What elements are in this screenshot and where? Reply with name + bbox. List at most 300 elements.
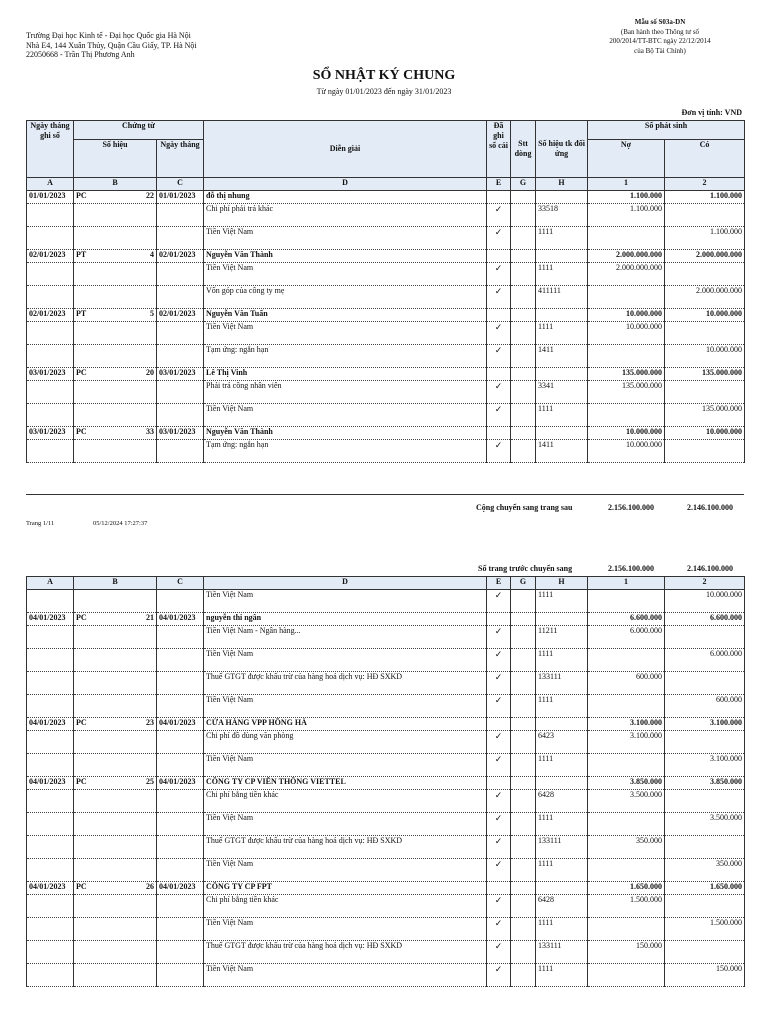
debit-amount xyxy=(588,227,665,250)
journal-entry-line-row xyxy=(27,964,745,987)
entry-description: Tiền Việt Nam xyxy=(204,918,487,941)
debit-amount: 10.000.000 xyxy=(588,440,665,463)
posted-check-icon: ✓ xyxy=(487,204,511,227)
voucher-number xyxy=(74,918,157,941)
document-title: SỔ NHẬT KÝ CHUNG xyxy=(312,68,456,83)
voucher-date xyxy=(157,649,204,672)
contra-account: 1411 xyxy=(536,345,588,368)
voucher-no: 20 xyxy=(146,368,154,377)
voucher-no: 26 xyxy=(146,882,154,891)
journal-entry-line-row xyxy=(27,813,745,836)
voucher-date: 04/01/2023 xyxy=(157,613,204,626)
voucher-number xyxy=(74,345,157,368)
voucher-date xyxy=(157,404,204,427)
entry-date xyxy=(27,404,74,427)
voucher-no: 33 xyxy=(146,427,154,436)
entry-description: Phải trả công nhân viên xyxy=(204,381,487,404)
line-number xyxy=(511,626,536,649)
debit-amount: 3.500.000 xyxy=(588,790,665,813)
journal-entry-line-row xyxy=(27,204,745,227)
carry-forward-credit: 2.146.100.000 xyxy=(687,503,733,512)
debit-amount xyxy=(588,813,665,836)
voucher-date xyxy=(157,964,204,987)
voucher-no: 5 xyxy=(150,309,154,318)
posted-check-icon: ✓ xyxy=(487,404,511,427)
journal-entry-line-row xyxy=(27,263,745,286)
voucher-number xyxy=(74,754,157,777)
line-number xyxy=(511,649,536,672)
entry-date xyxy=(27,695,74,718)
line-number xyxy=(511,964,536,987)
voucher-type: PT xyxy=(76,250,87,259)
voucher-date: 03/01/2023 xyxy=(157,368,204,381)
journal-entry-line-row xyxy=(27,227,745,250)
contra-account: 33518 xyxy=(536,204,588,227)
letter-h: H xyxy=(536,577,588,590)
voucher-no: 23 xyxy=(146,718,154,727)
credit-amount xyxy=(665,204,745,227)
letter-h: H xyxy=(536,178,588,191)
line-number xyxy=(511,777,536,790)
credit-amount xyxy=(665,381,745,404)
debit-amount: 10.000.000 xyxy=(588,309,665,322)
entry-date xyxy=(27,859,74,882)
journal-entry-line-row xyxy=(27,672,745,695)
contra-account: 1111 xyxy=(536,263,588,286)
credit-amount: 135.000.000 xyxy=(665,368,745,381)
voucher-number xyxy=(74,204,157,227)
posted-check-icon: ✓ xyxy=(487,322,511,345)
voucher-number xyxy=(74,964,157,987)
voucher-number xyxy=(74,381,157,404)
column-letters-row xyxy=(27,577,745,590)
voucher-number xyxy=(74,613,157,626)
debit-amount: 10.000.000 xyxy=(588,322,665,345)
entry-date xyxy=(27,649,74,672)
debit-amount: 3.100.000 xyxy=(588,731,665,754)
contra-account: 1111 xyxy=(536,695,588,718)
contra-account xyxy=(536,309,588,322)
carry-forward-debit: 2.156.100.000 xyxy=(608,503,654,512)
entry-date xyxy=(27,286,74,309)
col-voucher-no-header: Số hiệu xyxy=(74,140,157,178)
voucher-number xyxy=(74,191,157,204)
contra-account: 6428 xyxy=(536,790,588,813)
voucher-number xyxy=(74,777,157,790)
voucher-date xyxy=(157,918,204,941)
form-line: của Bộ Tài Chính) xyxy=(634,46,686,55)
voucher-date xyxy=(157,381,204,404)
voucher-number xyxy=(74,404,157,427)
contra-account: 11211 xyxy=(536,626,588,649)
voucher-date xyxy=(157,859,204,882)
entry-date xyxy=(27,754,74,777)
journal-entry-line-row xyxy=(27,404,745,427)
debit-amount: 1.100.000 xyxy=(588,191,665,204)
form-reference xyxy=(590,18,730,56)
voucher-date xyxy=(157,626,204,649)
contra-account: 1111 xyxy=(536,813,588,836)
voucher-number xyxy=(74,368,157,381)
voucher-date xyxy=(157,204,204,227)
line-number xyxy=(511,322,536,345)
voucher-date xyxy=(157,286,204,309)
credit-amount: 1.500.000 xyxy=(665,918,745,941)
entry-date xyxy=(27,941,74,964)
print-timestamp: 05/12/2024 17:27:37 xyxy=(93,520,148,527)
voucher-number xyxy=(74,859,157,882)
posted-check-icon xyxy=(487,777,511,790)
letter-d: D xyxy=(204,577,487,590)
entry-description: Tạm ứng: ngắn hạn xyxy=(204,440,487,463)
entry-date xyxy=(27,590,74,613)
entry-description: Tiền Việt Nam xyxy=(204,695,487,718)
posted-check-icon: ✓ xyxy=(487,895,511,918)
letter-g: G xyxy=(511,178,536,191)
journal-entry-line-row xyxy=(27,918,745,941)
contra-account xyxy=(536,427,588,440)
posted-check-icon: ✓ xyxy=(487,345,511,368)
posted-check-icon: ✓ xyxy=(487,754,511,777)
voucher-date xyxy=(157,322,204,345)
form-line: (Ban hành theo Thông tư số xyxy=(620,27,700,36)
entry-description: Thuế GTGT được khấu trừ của hàng hoá dịch vụ: HĐ SXKD xyxy=(204,836,487,859)
voucher-number xyxy=(74,718,157,731)
credit-amount: 3.850.000 xyxy=(665,777,745,790)
journal-entry-header-row xyxy=(27,427,745,440)
entry-description: Tiền Việt Nam xyxy=(204,859,487,882)
col-credit-header: Có xyxy=(665,140,745,178)
voucher-no: 4 xyxy=(150,250,154,259)
entry-description: CỬA HÀNG VPP HỒNG HÀ xyxy=(204,718,487,731)
voucher-number xyxy=(74,695,157,718)
col-debit-header: Nợ xyxy=(588,140,665,178)
voucher-number xyxy=(74,672,157,695)
credit-amount: 3.100.000 xyxy=(665,754,745,777)
journal-entry-header-row xyxy=(27,882,745,895)
credit-amount: 10.000.000 xyxy=(665,345,745,368)
line-number xyxy=(511,895,536,918)
contra-account xyxy=(536,613,588,626)
credit-amount: 6.600.000 xyxy=(665,613,745,626)
contra-account: 133111 xyxy=(536,941,588,964)
col-voucher-header: Chứng từ xyxy=(74,121,204,140)
journal-entry-line-row xyxy=(27,626,745,649)
debit-amount: 6.000.000 xyxy=(588,626,665,649)
voucher-number xyxy=(74,649,157,672)
credit-amount: 10.000.000 xyxy=(665,309,745,322)
debit-amount xyxy=(588,649,665,672)
posted-check-icon: ✓ xyxy=(487,626,511,649)
voucher-number xyxy=(74,882,157,895)
entry-description: Tiền Việt Nam xyxy=(204,322,487,345)
journal-entry-header-row xyxy=(27,191,745,204)
credit-amount: 1.650.000 xyxy=(665,882,745,895)
credit-amount xyxy=(665,731,745,754)
credit-amount: 1.100.000 xyxy=(665,191,745,204)
journal-entry-header-row xyxy=(27,250,745,263)
entry-date: 04/01/2023 xyxy=(27,613,74,626)
brought-forward-debit: 2.156.100.000 xyxy=(608,564,654,573)
letter-b: B xyxy=(74,577,157,590)
entry-description: Tiền Việt Nam xyxy=(204,649,487,672)
document-period: Từ ngày 01/01/2023 đến ngày 31/01/2023 xyxy=(316,87,452,96)
voucher-number xyxy=(74,250,157,263)
entry-description: CÔNG TY CP FPT xyxy=(204,882,487,895)
debit-amount: 600.000 xyxy=(588,672,665,695)
entry-description: Chi phí bằng tiền khác xyxy=(204,895,487,918)
col-date-header: Ngày tháng ghi sổ xyxy=(27,121,74,178)
voucher-date xyxy=(157,590,204,613)
posted-check-icon xyxy=(487,427,511,440)
voucher-date: 04/01/2023 xyxy=(157,718,204,731)
letter-1: 1 xyxy=(588,178,665,191)
letter-1: 1 xyxy=(588,577,665,590)
voucher-number xyxy=(74,286,157,309)
letter-c: C xyxy=(157,178,204,191)
line-number xyxy=(511,813,536,836)
voucher-type: PT xyxy=(76,309,87,318)
line-number xyxy=(511,368,536,381)
posted-check-icon: ✓ xyxy=(487,941,511,964)
debit-amount: 135.000.000 xyxy=(588,368,665,381)
entry-date xyxy=(27,204,74,227)
debit-amount: 6.600.000 xyxy=(588,613,665,626)
voucher-type: PC xyxy=(76,613,87,622)
org-line: Nhà E4, 144 Xuân Thủy, Quận Cầu Giấy, TP. Hà Nội xyxy=(26,40,197,50)
credit-amount xyxy=(665,672,745,695)
debit-amount: 1.500.000 xyxy=(588,895,665,918)
debit-amount xyxy=(588,590,665,613)
credit-amount: 600.000 xyxy=(665,695,745,718)
entry-date xyxy=(27,322,74,345)
line-number xyxy=(511,440,536,463)
entry-description: đỗ thị nhung xyxy=(204,191,487,204)
voucher-number xyxy=(74,590,157,613)
line-number xyxy=(511,859,536,882)
page-1-bottom-rule xyxy=(26,494,744,495)
debit-amount: 1.100.000 xyxy=(588,204,665,227)
debit-amount: 350.000 xyxy=(588,836,665,859)
line-number xyxy=(511,204,536,227)
voucher-number xyxy=(74,427,157,440)
entry-description: CÔNG TY CP VIỄN THÔNG VIETTEL xyxy=(204,777,487,790)
voucher-number xyxy=(74,309,157,322)
credit-amount xyxy=(665,836,745,859)
contra-account xyxy=(536,250,588,263)
posted-check-icon: ✓ xyxy=(487,263,511,286)
credit-amount: 10.000.000 xyxy=(665,427,745,440)
contra-account: 1111 xyxy=(536,590,588,613)
credit-amount xyxy=(665,895,745,918)
posted-check-icon xyxy=(487,191,511,204)
voucher-number xyxy=(74,813,157,836)
line-number xyxy=(511,613,536,626)
entry-date xyxy=(27,813,74,836)
contra-account: 1111 xyxy=(536,754,588,777)
line-number xyxy=(511,250,536,263)
voucher-number xyxy=(74,731,157,754)
line-number xyxy=(511,731,536,754)
debit-amount xyxy=(588,286,665,309)
org-line: 22050668 - Trần Thị Phương Anh xyxy=(26,50,135,59)
entry-date xyxy=(27,381,74,404)
voucher-number xyxy=(74,440,157,463)
entry-date: 04/01/2023 xyxy=(27,777,74,790)
voucher-type: PC xyxy=(76,777,87,786)
posted-check-icon: ✓ xyxy=(487,440,511,463)
contra-account: 1111 xyxy=(536,404,588,427)
entry-description: nguyễn thi ngân xyxy=(204,613,487,626)
voucher-date: 04/01/2023 xyxy=(157,882,204,895)
debit-amount: 3.100.000 xyxy=(588,718,665,731)
entry-description: Tiền Việt Nam xyxy=(204,404,487,427)
contra-account: 1111 xyxy=(536,649,588,672)
debit-amount: 1.650.000 xyxy=(588,882,665,895)
posted-check-icon xyxy=(487,309,511,322)
posted-check-icon: ✓ xyxy=(487,381,511,404)
voucher-date xyxy=(157,695,204,718)
voucher-date xyxy=(157,941,204,964)
entry-date xyxy=(27,345,74,368)
posted-check-icon: ✓ xyxy=(487,672,511,695)
org-line: Trường Đại học Kinh tế - Đại học Quốc gia Hà Nội xyxy=(26,31,191,40)
entry-description: Tiền Việt Nam xyxy=(204,590,487,613)
entry-description: Tiền Việt Nam xyxy=(204,964,487,987)
voucher-date xyxy=(157,895,204,918)
voucher-type: PC xyxy=(76,882,87,891)
contra-account xyxy=(536,368,588,381)
contra-account: 1111 xyxy=(536,227,588,250)
debit-amount xyxy=(588,695,665,718)
entry-description: Tiền Việt Nam xyxy=(204,754,487,777)
entry-description: Tạm ứng: ngắn hạn xyxy=(204,345,487,368)
line-number xyxy=(511,427,536,440)
carry-forward-label: Cộng chuyển sang trang sau xyxy=(476,503,573,512)
letter-b: B xyxy=(74,178,157,191)
debit-amount: 135.000.000 xyxy=(588,381,665,404)
line-number xyxy=(511,345,536,368)
voucher-number xyxy=(74,790,157,813)
line-number xyxy=(511,309,536,322)
voucher-date xyxy=(157,227,204,250)
credit-amount: 1.100.000 xyxy=(665,227,745,250)
posted-check-icon xyxy=(487,613,511,626)
col-account-header: Số hiệu tk đối ứng xyxy=(536,121,588,178)
credit-amount: 6.000.000 xyxy=(665,649,745,672)
debit-amount xyxy=(588,918,665,941)
entry-description: Thuế GTGT được khấu trừ của hàng hoá dịch vụ: HĐ SXKD xyxy=(204,672,487,695)
credit-amount xyxy=(665,790,745,813)
credit-amount: 3.100.000 xyxy=(665,718,745,731)
journal-entry-line-row xyxy=(27,790,745,813)
journal-entry-header-row xyxy=(27,718,745,731)
form-code: Mẫu số S03a-DN xyxy=(634,18,686,26)
journal-entry-line-row xyxy=(27,754,745,777)
voucher-date: 03/01/2023 xyxy=(157,427,204,440)
debit-amount xyxy=(588,345,665,368)
contra-account xyxy=(536,882,588,895)
entry-date xyxy=(27,790,74,813)
entry-description: Nguyễn Văn Thành xyxy=(204,427,487,440)
voucher-number xyxy=(74,941,157,964)
credit-amount: 2.000.000.000 xyxy=(665,286,745,309)
entry-date xyxy=(27,918,74,941)
credit-amount xyxy=(665,263,745,286)
journal-entry-line-row xyxy=(27,345,745,368)
voucher-date: 02/01/2023 xyxy=(157,309,204,322)
voucher-number xyxy=(74,227,157,250)
organization-info xyxy=(26,31,197,60)
form-line: 200/2014/TT-BTC ngày 22/12/2014 xyxy=(609,37,711,45)
entry-date xyxy=(27,895,74,918)
contra-account: 1111 xyxy=(536,964,588,987)
contra-account: 6428 xyxy=(536,895,588,918)
credit-amount xyxy=(665,322,745,345)
entry-description: Tiền Việt Nam - Ngân hàng... xyxy=(204,626,487,649)
posted-check-icon: ✓ xyxy=(487,649,511,672)
posted-check-icon xyxy=(487,882,511,895)
journal-entry-line-row xyxy=(27,286,745,309)
entry-description: Chi phí bằng tiền khác xyxy=(204,790,487,813)
posted-check-icon: ✓ xyxy=(487,964,511,987)
line-number xyxy=(511,590,536,613)
credit-amount xyxy=(665,626,745,649)
posted-check-icon xyxy=(487,718,511,731)
journal-entry-header-row xyxy=(27,368,745,381)
letter-a: A xyxy=(27,577,74,590)
voucher-date: 04/01/2023 xyxy=(157,777,204,790)
entry-date xyxy=(27,836,74,859)
entry-date: 03/01/2023 xyxy=(27,368,74,381)
contra-account: 1111 xyxy=(536,918,588,941)
entry-description: Chi phí đồ dùng văn phòng xyxy=(204,731,487,754)
debit-amount xyxy=(588,964,665,987)
entry-description: Lê Thị Vinh xyxy=(204,368,487,381)
journal-entry-line-row xyxy=(27,322,745,345)
entry-date: 01/01/2023 xyxy=(27,191,74,204)
voucher-number xyxy=(74,263,157,286)
line-number xyxy=(511,227,536,250)
contra-account: 1111 xyxy=(536,859,588,882)
credit-amount xyxy=(665,440,745,463)
entry-description: Tiền Việt Nam xyxy=(204,263,487,286)
line-number xyxy=(511,286,536,309)
voucher-date xyxy=(157,754,204,777)
entry-date xyxy=(27,731,74,754)
voucher-date: 01/01/2023 xyxy=(157,191,204,204)
credit-amount: 150.000 xyxy=(665,964,745,987)
posted-check-icon xyxy=(487,250,511,263)
journal-entry-line-row xyxy=(27,649,745,672)
entry-description: Tiền Việt Nam xyxy=(204,813,487,836)
debit-amount: 2.000.000.000 xyxy=(588,263,665,286)
line-number xyxy=(511,381,536,404)
voucher-type: PC xyxy=(76,427,87,436)
entry-date: 04/01/2023 xyxy=(27,882,74,895)
entry-date xyxy=(27,263,74,286)
col-description-header: Diễn giải xyxy=(204,121,487,178)
entry-date xyxy=(27,964,74,987)
letter-c: C xyxy=(157,577,204,590)
contra-account: 133111 xyxy=(536,672,588,695)
posted-check-icon: ✓ xyxy=(487,227,511,250)
line-number xyxy=(511,263,536,286)
voucher-date: 02/01/2023 xyxy=(157,250,204,263)
voucher-number xyxy=(74,626,157,649)
contra-account: 411111 xyxy=(536,286,588,309)
posted-check-icon: ✓ xyxy=(487,790,511,813)
